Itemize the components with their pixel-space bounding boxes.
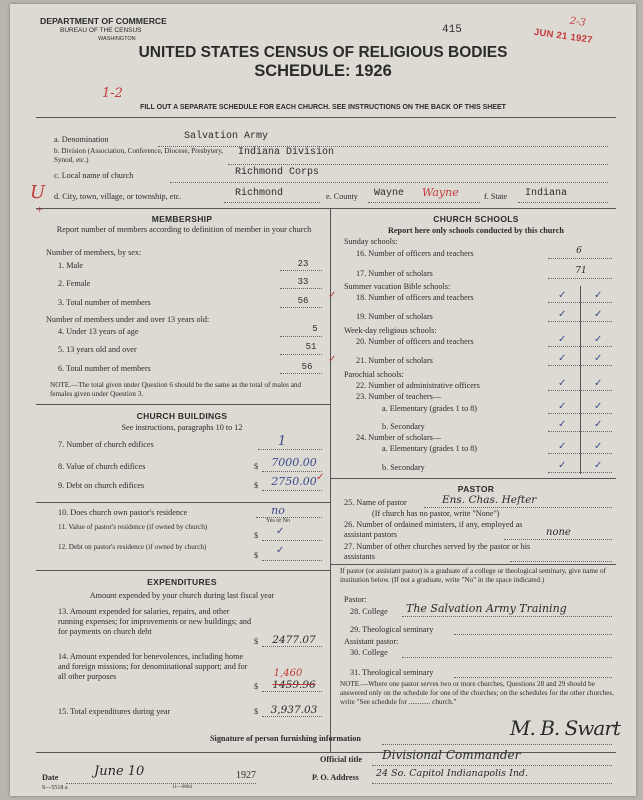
- q11-check: ✓: [276, 526, 285, 537]
- q9-label: 9. Debt on church edifices: [58, 481, 145, 490]
- q28-label: 28. College: [350, 607, 388, 616]
- official-title: Divisional Commander: [382, 748, 521, 762]
- q22-label: 22. Number of administrative officers: [356, 381, 480, 390]
- q25-note: (If church has no pastor, write "None"): [372, 509, 500, 518]
- pastor-note: NOTE.—Where one pastor serves two or more churches, Questions 28 and 29 should be answered only on the schedule for one of the churches; on the schedules for the other churches, write "See schedule for ............ church.": [340, 680, 615, 706]
- q3-label: 3. Total number of members: [58, 298, 151, 307]
- q3-check: ✓: [328, 290, 337, 301]
- county-label: e. County: [326, 192, 358, 201]
- q2-value: 33: [297, 277, 309, 287]
- q30-label: 30. College: [350, 648, 388, 657]
- weekday-label: Week-day religious schools:: [344, 326, 437, 335]
- city-field-value: Richmond: [235, 188, 284, 199]
- q5-label: 5. 13 years old and over: [58, 345, 137, 354]
- q5-value: 51: [305, 342, 317, 352]
- q23-label: 23. Number of teachers—: [356, 392, 442, 401]
- q4-value: 5: [312, 324, 318, 334]
- q14-label: 14. Amount expended for benevolences, including home and foreign missions; for denominational support; and for all other purposes: [58, 652, 248, 681]
- membership-heading: MEMBERSHIP: [151, 214, 213, 224]
- form-code-2: 11—0064: [172, 785, 192, 790]
- parochial-label: Parochial schools:: [344, 370, 404, 379]
- q6-value: 56: [301, 362, 313, 372]
- schools-sub: Report here only schools conducted by this church: [388, 226, 564, 235]
- buildings-sub: See instructions, paragraphs 10 to 12: [121, 423, 243, 432]
- year-value: 1927: [236, 770, 256, 781]
- by-sex-label: Number of members, by sex:: [46, 248, 142, 257]
- q11-label: 11. Value of pastor's residence (if owned by church): [58, 523, 208, 531]
- q20-label: 20. Number of officers and teachers: [356, 337, 474, 346]
- q25-label: 25. Name of pastor: [344, 498, 407, 507]
- q10-value: no: [271, 504, 285, 517]
- state-value: Indiana: [525, 188, 568, 199]
- q31-label: 31. Theological seminary: [350, 668, 434, 677]
- q10-label: 10. Does church own pastor's residence: [58, 508, 188, 517]
- denomination-label: a. Denomination: [54, 135, 109, 144]
- division-value: Indiana Division: [238, 147, 335, 158]
- date-label: Date: [42, 773, 59, 782]
- pastor-heading: PASTOR: [457, 484, 495, 494]
- date-value: June 10: [94, 764, 145, 779]
- q29-label: 29. Theological seminary: [350, 625, 434, 634]
- q26-value: none: [546, 527, 571, 538]
- q24b-label: b. Secondary: [382, 463, 425, 472]
- form-number: 415: [442, 24, 462, 36]
- q16-value: 6: [576, 246, 582, 256]
- stamp-code: 2-3: [568, 15, 587, 29]
- form-code: S—5518 a: [42, 785, 68, 791]
- denomination-value: Salvation Army: [184, 131, 269, 142]
- margin-mark-1-2: 1-2: [102, 86, 123, 101]
- q27-label: 27. Number of other churches served by the pastor or his assistants: [344, 542, 531, 561]
- instruction-line: FILL OUT A SEPARATE SCHEDULE FOR EACH CHURCH. SEE INSTRUCTIONS ON THE BACK OF THIS SHEET: [140, 104, 506, 111]
- q19-label: 19. Number of scholars: [356, 312, 433, 321]
- q2-label: 2. Female: [58, 279, 91, 288]
- q7-label: 7. Number of church edifices: [58, 440, 154, 449]
- q17-label: 17. Number of scholars: [356, 269, 433, 278]
- q25-value: Ens. Chas. Hefter: [442, 494, 537, 506]
- assistant-sub-label: Assistant pastor:: [344, 637, 399, 646]
- q15-value: 3,937.03: [270, 704, 318, 716]
- stamp-date: JUN 21 1927: [533, 26, 594, 46]
- department-label: DEPARTMENT OF COMMERCE: [40, 16, 167, 26]
- q21-label: 21. Number of scholars: [356, 356, 433, 365]
- buildings-heading: CHURCH BUILDINGS: [136, 411, 228, 421]
- bureau-label: BUREAU OF THE CENSUS: [60, 27, 142, 34]
- q6-check: ✓: [328, 354, 337, 365]
- schedule-title: UNITED STATES CENSUS OF RELIGIOUS BODIES: [138, 44, 508, 61]
- q9-value: 2750.00: [271, 475, 317, 488]
- signature-label: Signature of person furnishing information: [210, 734, 361, 743]
- q17-value: 71: [575, 266, 587, 276]
- membership-note: NOTE.—The total given under Question 6 should be the same as the total of males and females given under Question 3.: [50, 381, 302, 398]
- q18-label: 18. Number of officers and teachers: [356, 293, 474, 302]
- q23a-label: a. Elementary (grades 1 to 8): [382, 404, 478, 413]
- college-note: If pastor (or assistant pastor) is a graduate of a college or theological seminary, give name of institution below. (If not a graduate, write "No" in the space indicated.): [340, 567, 606, 584]
- q24-label: 24. Number of scholars—: [356, 433, 442, 442]
- sunday-label: Sunday schools:: [344, 237, 398, 246]
- expenditures-heading: EXPENDITURES: [147, 577, 217, 587]
- q1-value: 23: [297, 259, 309, 269]
- q3-value: 56: [297, 296, 309, 306]
- margin-plus: +: [36, 202, 43, 216]
- schools-heading: CHURCH SCHOOLS: [433, 214, 519, 224]
- q12-label: 12. Debt on pastor's residence (if owned by church): [58, 543, 207, 551]
- q7-value: 1: [277, 434, 287, 449]
- local-name-label: c. Local name of church: [54, 171, 134, 180]
- q6-label: 6. Total number of members: [58, 364, 151, 373]
- q9-check: ✓: [316, 472, 325, 483]
- state-label: f. State: [484, 192, 508, 201]
- expenditures-sub: Amount expended by your church during last fiscal year: [89, 591, 275, 600]
- q28-value: The Salvation Army Training: [406, 602, 567, 615]
- official-title-label: Official title: [320, 755, 363, 764]
- q23b-label: b. Secondary: [382, 422, 425, 431]
- address-label: P. O. Address: [312, 773, 359, 782]
- city-label: WASHINGTON: [98, 36, 136, 42]
- signature: M. B. Swart: [510, 716, 620, 740]
- pastor-sub-label: Pastor:: [344, 595, 367, 604]
- q13-value: 2477.07: [272, 634, 316, 646]
- q24a-label: a. Elementary (grades 1 to 8): [382, 444, 478, 453]
- summer-label: Summer vacation Bible schools:: [344, 282, 451, 291]
- q26-label: 26. Number of ordained ministers, if any, employed as assistant pastors: [344, 520, 523, 539]
- q14-correction: 1,460: [273, 668, 303, 679]
- q4-label: 4. Under 13 years of age: [58, 327, 139, 336]
- q8-value: 7000.00: [271, 456, 317, 469]
- yes-no-hint: Yes or No: [266, 518, 291, 524]
- division-label: b. Division (Association, Conference, Diocese, Presbytery, Synod, etc.): [54, 147, 224, 164]
- age-intro-label: Number of members under and over 13 years old:: [46, 315, 210, 324]
- header-rule: [36, 117, 616, 118]
- schedule-subtitle: SCHEDULE: 1926: [254, 62, 392, 80]
- margin-mark-u: U: [30, 182, 46, 203]
- q13-label: 13. Amount expended for salaries, repairs, and other running expenses; for improvements or new buildings; and for payments on church debt: [58, 607, 252, 636]
- q15-label: 15. Total expenditures during year: [58, 707, 171, 716]
- address-value: 24 So. Capitol Indianapolis Ind.: [376, 768, 529, 779]
- local-name-value: Richmond Corps: [235, 167, 320, 178]
- q8-label: 8. Value of church edifices: [58, 462, 146, 471]
- membership-intro: Report number of members according to definition of member in your church: [56, 225, 312, 234]
- q1-label: 1. Male: [58, 261, 84, 270]
- q14-struck-value: 1459.96: [272, 679, 316, 691]
- census-schedule-sheet: DEPARTMENT OF COMMERCE BUREAU OF THE CENSUS WASHINGTON 415 2-3 JUN 21 1927 UNITED STATES CENSUS OF RELIGIOUS BODIES SCHEDULE: 1926 1-2 FILL OUT A SEPARATE SCHEDULE FOR EACH CHURCH. SEE INSTRUCTIONS ON THE BACK OF THIS SHEET a. Denomination Salvation Army b. Division (Association, Conference, Diocese, Presbytery, Synod, etc.) Indiana Division c. Local name of church Richmond Corps U + d. City, town, village, or township, etc. Richmond e. County Wayne Wayne f. State Indiana MEMBERSHIP Report number of members according to definition of member in your church Number of members, by sex: 1. Male 23 2. Female 33 3. Total number of members 56 ✓ Number of members under and over 13 years old: 4. Under 13 years of age 5 5. 13 years old and over 51 6. Total number of members 56 ✓ NOTE.—The total given under Question 6 should be the same as the total of males and females given under Question 3. CHURCH BUILDINGS See instructions, paragraphs 10 to 12 7. Number of church edifices 1 8. Value of church edifices $ 7000.00 9. Debt on church edifices $ 2750.00 ✓ 10. Does church own pastor's residence no Yes or No 11. Value of pastor's residence (if owned by church) $ ✓ 12. Debt on pastor's residence (if owned by church) $ ✓ EXPENDITURES Amount expended by your church during last fiscal year 13. Amount expended for salaries, repairs, and other running expenses; for improvements or new buildings; and for payments on church debt $ 2477.07 14. Amount expended for benevolences, including home and foreign missions; for denominational support; and for all other purposes 1,460 $ 1459.96 15. Total expenditures during year $ 3,937.03 CHURCH SCHOOLS Report here only schools conducted by this church Sunday schools: 16. Number of officers and teachers 6 17. Number of scholars 71 Summer vacation Bible schools: 18. Number of officers and teachers 19. Number of scholars Week-day religious schools: 20. Number of officers and teachers 21. Number of scholars Parochial schools: 22. Number of administrative officers 23. Number of teachers— a. Elementary (grades 1 to 8) b. Secondary 24. Number of scholars— a. Elementary (grades 1 to 8) b. Secondary ✓ ✓ ✓ ✓ ✓ ✓ ✓ ✓ ✓ ✓ ✓ ✓ ✓ ✓ ✓ ✓ ✓ ✓ PASTOR 25. Name of pastor Ens. Chas. Hefter (If church has no pastor, write "None") 26. Number of ordained ministers, if any, employed as assistant pastors none 27. Number of other churches served by the pastor or his assistants If pastor (or assistant pastor) is a graduate of a college or theological seminary, give name of institution below. (If not a graduate, write "No" in the space indicated.) Pastor: 28. College The Salvation Army Training 29. Theological seminary Assistant pastor: 30. College 31. Theological seminary NOTE.—Where one pastor serves two or more churches, Questions 28 and 29 should be answered only on the schedule for one of the churches; on the schedules for the other churches, write "See schedule for ............ church." Signature of person furnishing information M. B. Swart Official title Divisional Commander Date June 10 1927 P. O. Address 24 So. Capitol Indianapolis Ind. S—5518 a 11—0064: [10, 4, 636, 796]
- city-field-label: d. City, town, village, or township, etc.: [54, 192, 182, 201]
- county-value: Wayne: [374, 188, 405, 199]
- county-handwritten: Wayne: [422, 186, 459, 199]
- q12-check: ✓: [276, 545, 285, 556]
- q16-label: 16. Number of officers and teachers: [356, 249, 474, 258]
